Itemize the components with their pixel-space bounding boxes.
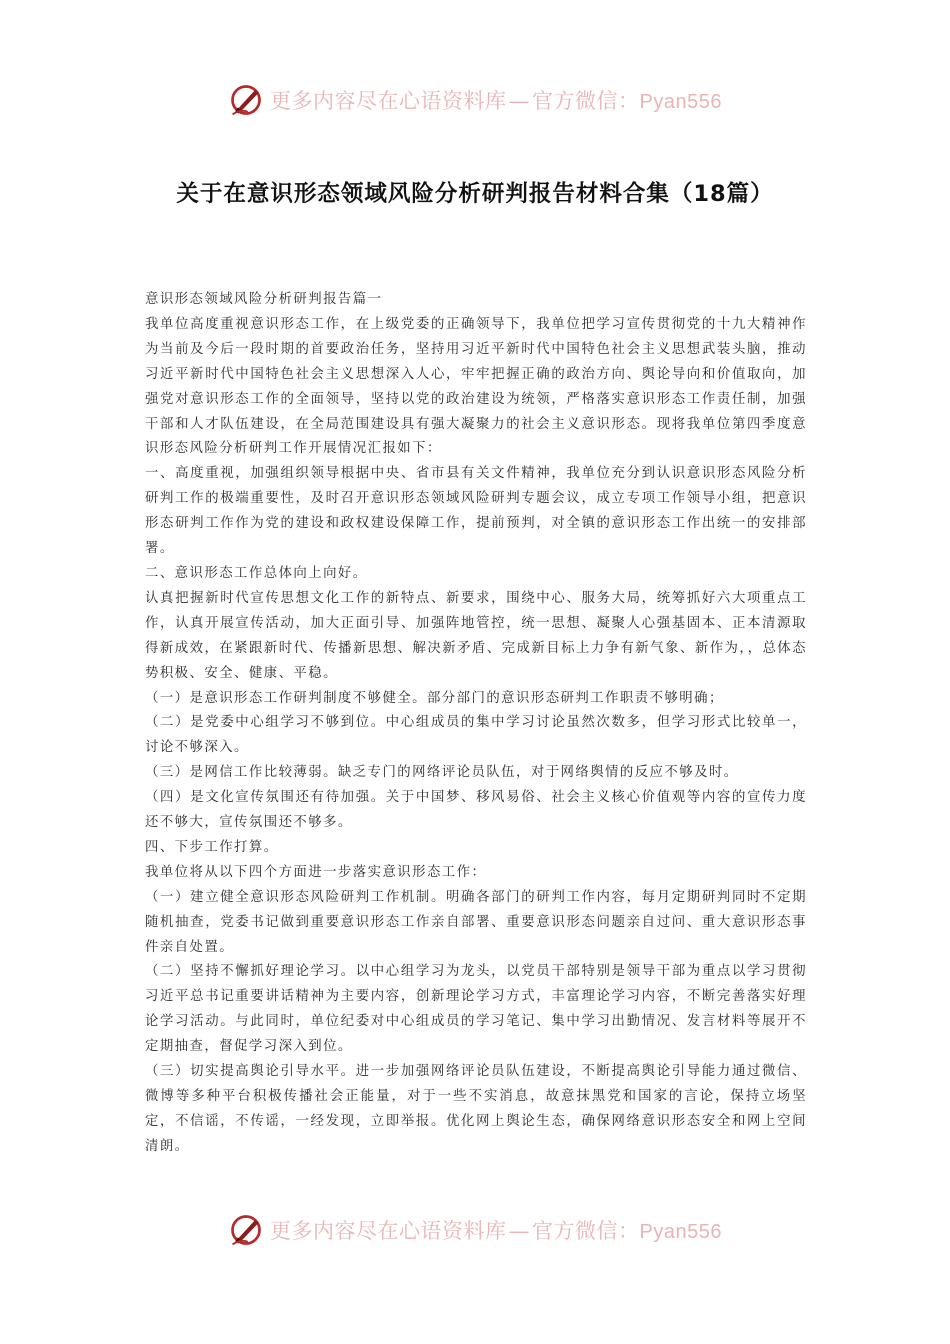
pen-logo-icon [228,1212,264,1248]
banner-wechat-id: Pyan556 [639,91,722,113]
paragraph: 一、高度重视，加强组织领导根据中央、省市县有关文件精神，我单位充分到认识意识形态风险分析研判工作的极端重要性，及时召开意识形态领域风险研判专题会议，成立专项工作领导小组，把意识形态研判工作作为党的建设和政权建设保障工作，提前预判，对全镇的意识形态工作出统一的安排部署。 [145,466,807,557]
section-heading: 意识形态领域风险分析研判报告篇一 [145,292,383,307]
paragraph: （四）是文化宣传氛围还有待加强。关于中国梦、移风易俗、社会主义核心价值观等内容的宣传力度还不够大，宣传氛围还不够多。 [145,790,807,831]
document-title: 关于在意识形态领域风险分析研判报告材料合集（18篇） [176,181,774,207]
paragraph: 四、下步工作打算。 [145,839,279,855]
document-body [145,288,807,1160]
paragraph: （二）是党委中心组学习不够到位。中心组成员的集中学习讨论虽然次数多，但学习形式比较单一，讨论不够深入。 [145,715,807,756]
footer-banner [0,1210,950,1250]
header-banner [0,80,950,120]
banner-separator: — [508,89,531,113]
banner-wechat-label: 官方微信： [532,89,640,113]
paragraph: 二、意识形态工作总体向上向好。 [145,565,368,581]
paragraph: （一）是意识形态工作研判制度不够健全。部分部门的意识形态研判工作职责不够明确； [145,690,724,706]
banner-text [270,85,722,115]
pen-logo-icon [228,82,264,118]
paragraph: （二）坚持不懈抓好理论学习。以中心组学习为龙头，以党员干部特别是领导干部为重点以学习贯彻习近平总书记重要讲话精神为主要内容，创新理论学习方式，丰富理论学习内容，不断完善落实好理论学习活动。与此同时，单位纪委对中心组成员的学习笔记、集中学习出勤情况、发言材料等展开不定期抽查，督促学习深入到位。 [145,964,807,1055]
banner-slogan: 更多内容尽在心语资料库 [270,1219,507,1243]
banner-slogan: 更多内容尽在心语资料库 [270,89,507,113]
paragraph: （三）切实提高舆论引导水平。进一步加强网络评论员队伍建设，不断提高舆论引导能力通过微信、微博等多种平台积极传播社会正能量，对于一些不实消息，故意抹黑党和国家的言论，保持立场坚定，不信谣，不传谣，一经发现，立即举报。优化网上舆论生态，确保网络意识形态安全和网上空间清朗。 [145,1064,807,1154]
banner-text [270,1215,722,1245]
paragraph: （三）是网信工作比较薄弱。缺乏专门的网络评论员队伍，对于网络舆情的反应不够及时。 [145,765,739,781]
paragraph: 我单位高度重视意识形态工作，在上级党委的正确领导下，我单位把学习宣传贯彻党的十九大精神作为当前及今后一段时期的首要政治任务，坚持用习近平新时代中国特色社会主义思想武装头脑，推动习近平新时代中国特色社会主义思想深入人心，牢牢把握正确的政治方向、舆论导向和价值取向，加强党对意识形态工作的全面领导，坚持以党的政治建设为统领，严格落实意识形态工作责任制，加强干部和人才队伍建设，在全局范围建设具有强大凝聚力的社会主义意识形态。现将我单位第四季度意识形态风险分析研判工作开展情况汇报如下： [145,316,807,457]
paragraph: 认真把握新时代宣传思想文化工作的新特点、新要求，围绕中心、服务大局，统筹抓好六大项重点工作，认真开展宣传活动，加大正面引导、加强阵地管控，统一思想、凝聚人心强基固本、正本清源取得新成效，在紧跟新时代、传播新思想、解决新矛盾、完成新目标上力争有新气象、新作为，，总体态势积极、安全、健康、平稳。 [145,590,807,681]
banner-wechat-id: Pyan556 [639,1221,722,1243]
paragraph: 我单位将从以下四个方面进一步落实意识形态工作： [145,864,487,880]
paragraph: （一）建立健全意识形态风险研判工作机制。明确各部门的研判工作内容，每月定期研判同时不定期随机抽查，党委书记做到重要意识形态工作亲自部署、重要意识形态问题亲自过问、重大意识形态事件亲自处置。 [145,889,807,955]
banner-wechat-label: 官方微信： [532,1219,640,1243]
banner-separator: — [508,1219,531,1243]
